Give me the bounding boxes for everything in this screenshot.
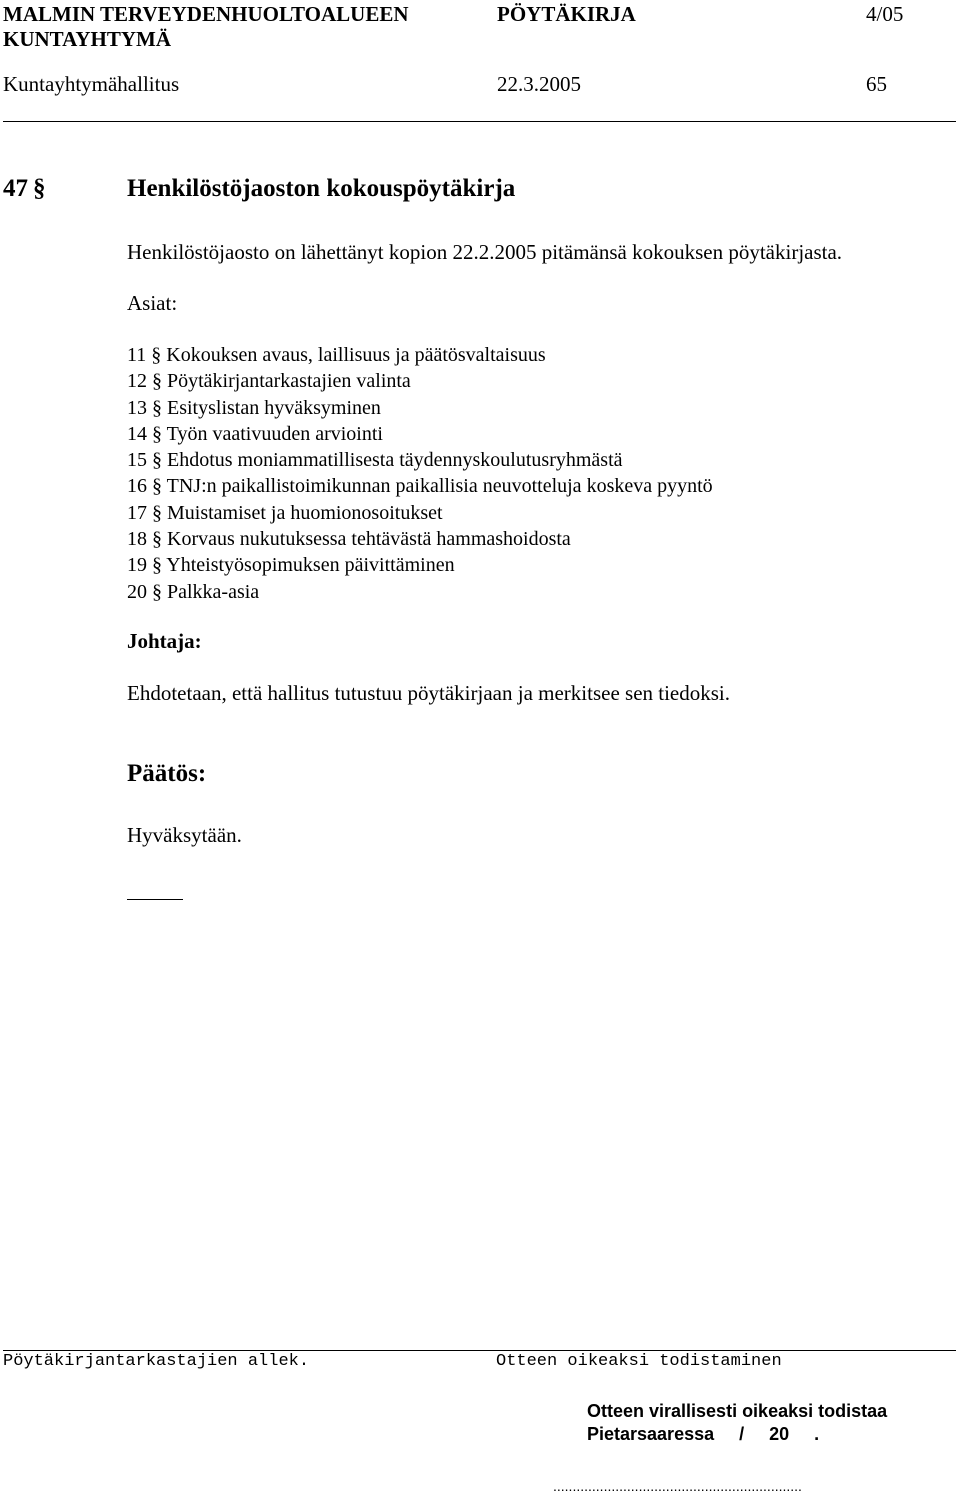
agenda-item: 18 § Korvaus nukutuksessa tehtävästä hammashoidosta	[127, 528, 571, 551]
board-name: Kuntayhtymähallitus	[3, 72, 180, 96]
paatos-label: Päätös:	[127, 760, 207, 787]
agenda-item: 20 § Palkka-asia	[127, 580, 260, 603]
decision-text: Hyväksytään.	[127, 823, 242, 847]
section-symbol: §	[33, 175, 46, 202]
agenda-item: 17 § Muistamiset ja huomionosoitukset	[127, 501, 443, 524]
footer-certification-label: Otteen oikeaksi todistaminen	[496, 1352, 782, 1371]
page-number: 4/05	[866, 2, 904, 26]
certification-statement: Otteen virallisesti oikeaksi todistaa	[587, 1401, 888, 1421]
agenda-item: 11 § Kokouksen avaus, laillisuus ja päätösvaltaisuus	[127, 344, 546, 366]
certification-place-date: Pietarsaaressa / 20 .	[587, 1424, 820, 1444]
johtaja-label: Johtaja:	[127, 629, 202, 653]
agenda-item: 15 § Ehdotus moniammatillisesta täydennyskoulutusryhmästä	[127, 449, 623, 472]
section-number: 65	[866, 72, 887, 96]
footer-signature-label: Pöytäkirjantarkastajien allek.	[3, 1352, 310, 1371]
section-item-number: 47	[3, 175, 28, 202]
document-type: PÖYTÄKIRJA	[497, 2, 636, 26]
signature-line: ................................................................	[553, 1478, 802, 1494]
agenda-item: 13 § Esityslistan hyväksyminen	[127, 396, 381, 419]
header-divider	[3, 121, 956, 122]
footer-divider	[3, 1350, 956, 1351]
organization-name	[3, 2, 409, 52]
meeting-date: 22.3.2005	[497, 72, 581, 96]
proposal-text: Ehdotetaan, että hallitus tutustuu pöytäkirjaan ja merkitsee sen tiedoksi.	[127, 681, 731, 705]
agenda-item: 19 § Yhteistyösopimuksen päivittäminen	[127, 554, 455, 577]
end-of-section-line	[127, 899, 183, 900]
asiat-label: Asiat:	[127, 291, 178, 315]
agenda-item: 14 § Työn vaativuuden arviointi	[127, 422, 383, 445]
organization-line-2: KUNTAYHTYMÄ	[3, 27, 172, 51]
agenda-item: 16 § TNJ:n paikallistoimikunnan paikallisia neuvotteluja koskeva pyyntö	[127, 475, 713, 498]
organization-line-1: MALMIN TERVEYDENHUOLTOALUEEN	[3, 2, 409, 26]
agenda-item: 12 § Pöytäkirjantarkastajien valinta	[127, 370, 411, 393]
agenda-list	[127, 342, 713, 605]
intro-text: Henkilöstöjaosto on lähettänyt kopion 22.2.2005 pitämänsä kokouksen pöytäkirjasta.	[127, 240, 843, 264]
section-title: Henkilöstöjaoston kokouspöytäkirja	[127, 175, 516, 202]
